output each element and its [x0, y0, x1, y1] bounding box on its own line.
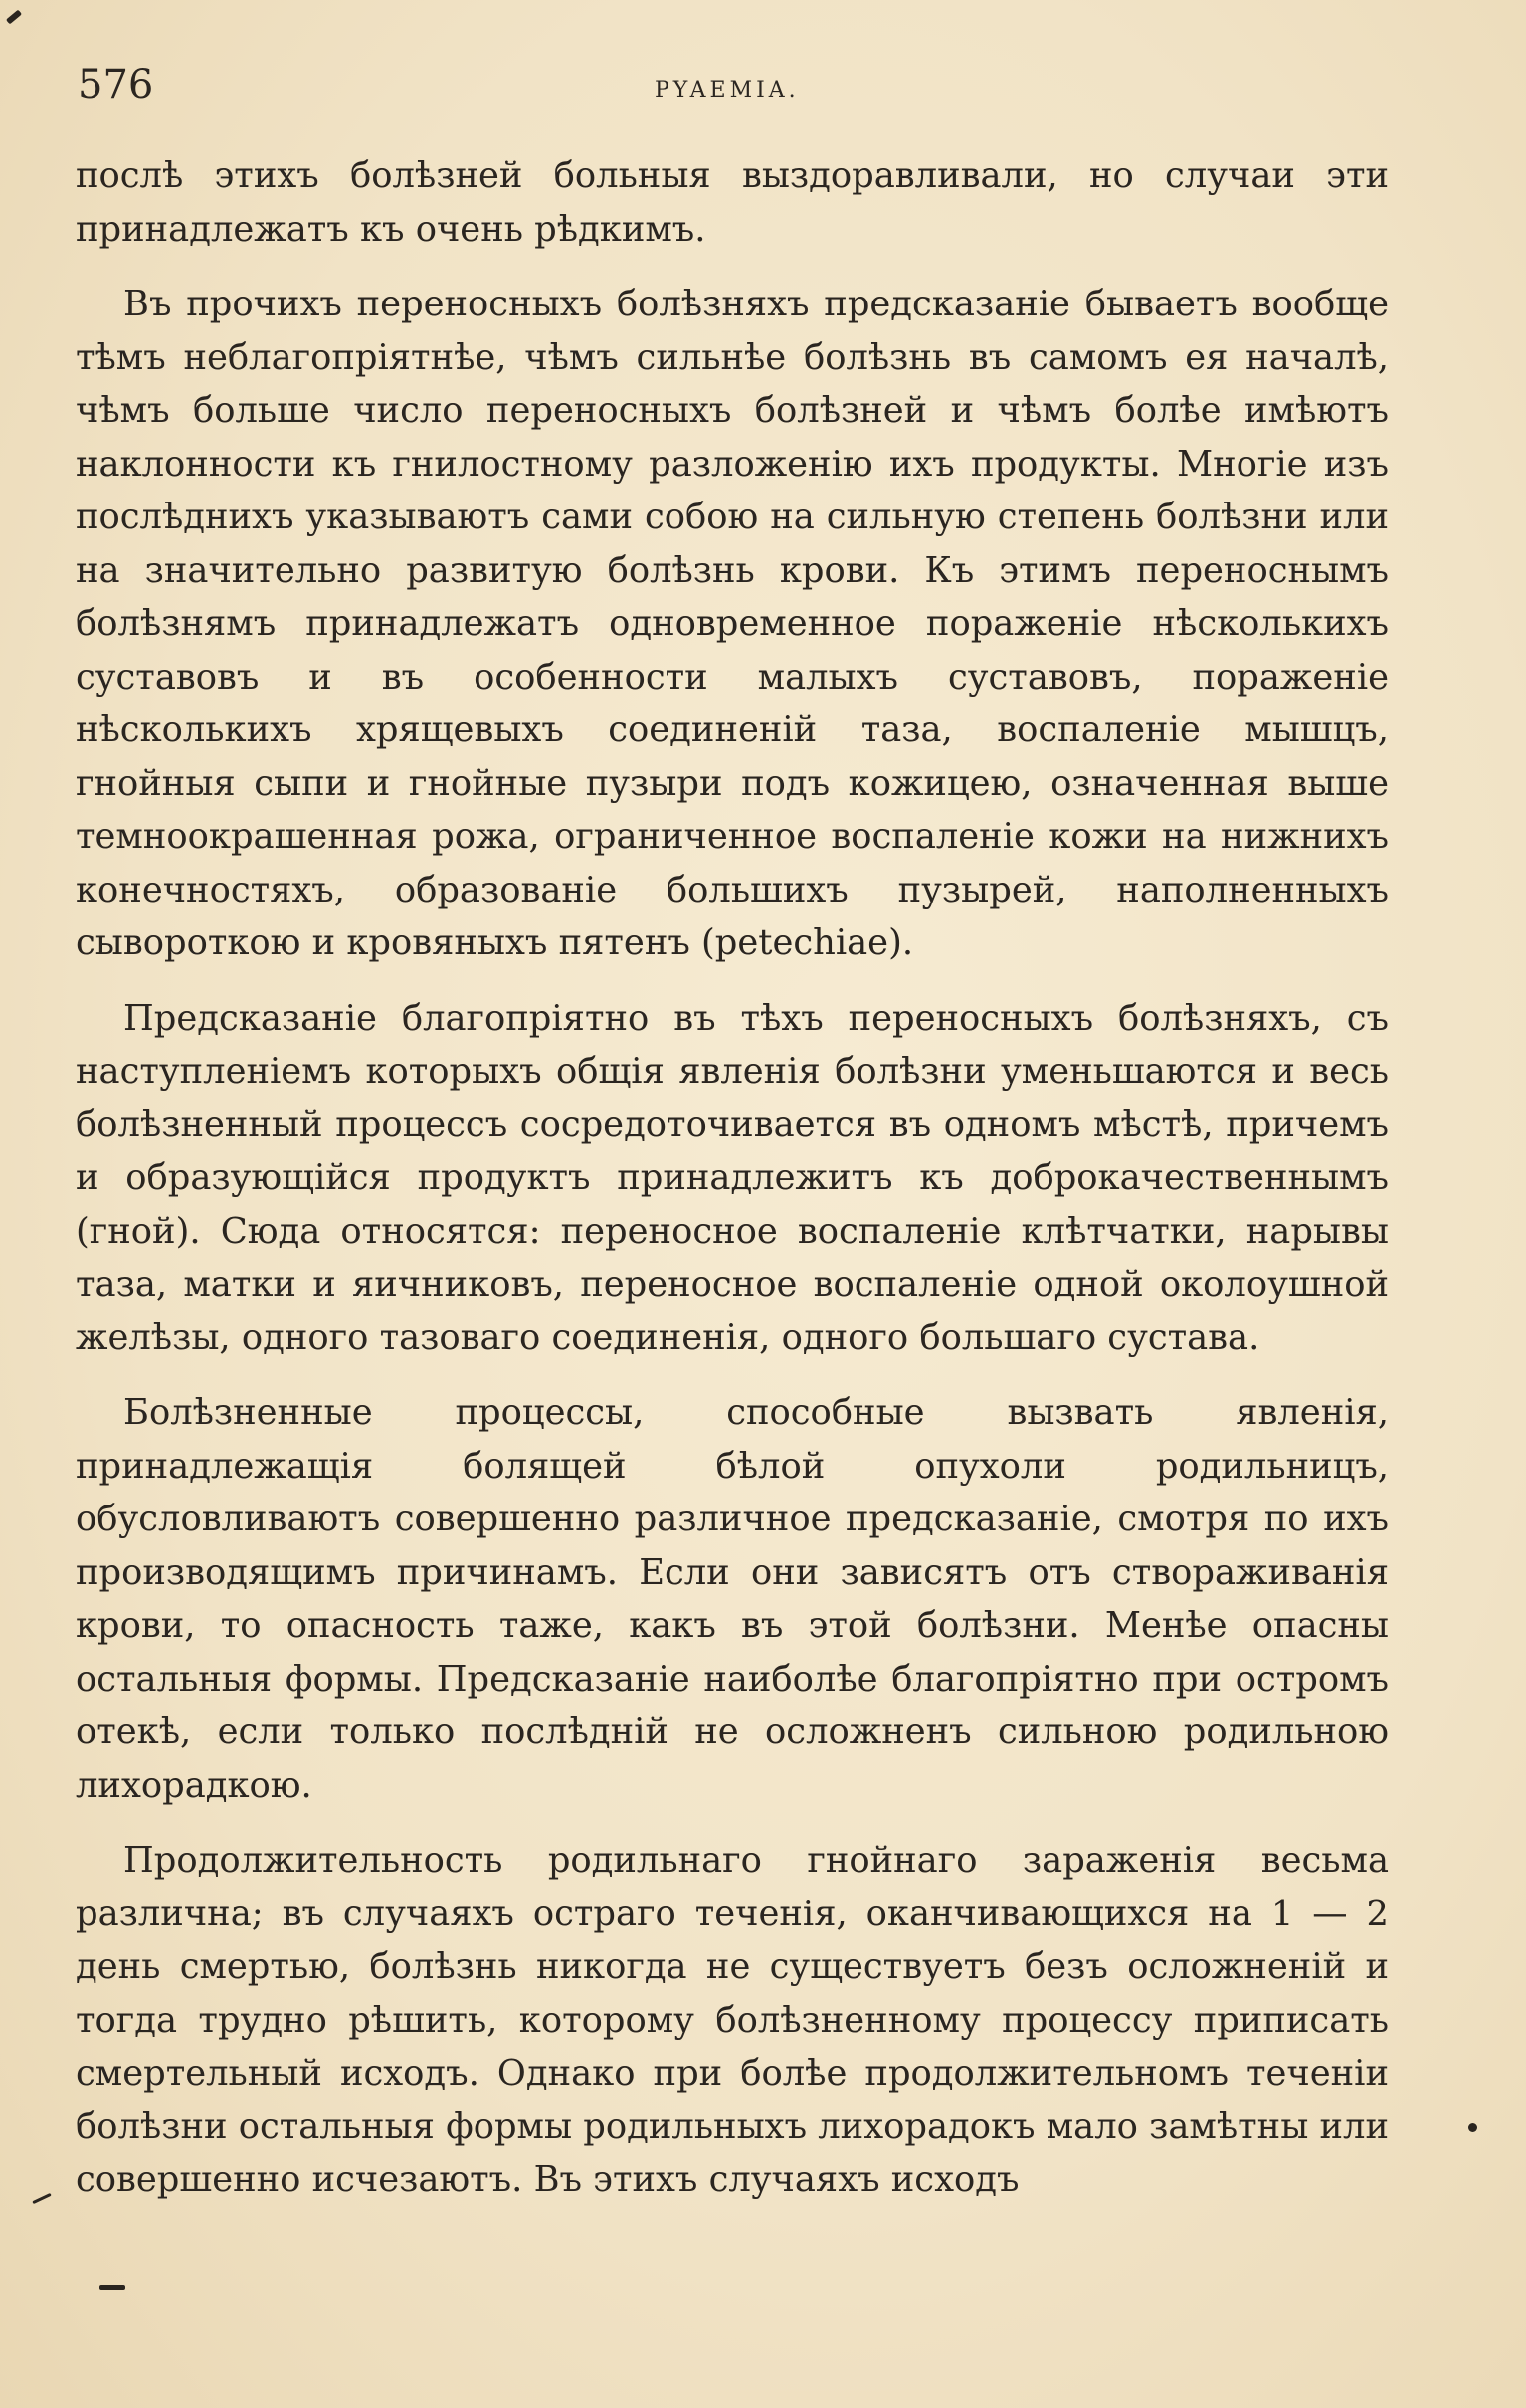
- paragraph: Продолжительность родильнаго гнойнаго зараженія весьма различна; въ случаяхъ остраго теченія, оканчивающихся на 1 — 2 день смертью, болѣзнь никогда не существуетъ безъ осложненій и тогда трудно рѣшить, которому болѣзненному процессу приписать смертельный исходъ. Однако при болѣе продолжительномъ теченіи болѣзни остальныя формы родильныхъ лихорадокъ мало замѣтны или совершенно исчезаютъ. Въ этихъ случаяхъ исходъ: [76, 1840, 1389, 2200]
- ink-mark-right-margin: [1468, 2123, 1477, 2132]
- running-head: PYAEMIA.: [655, 78, 800, 102]
- ink-mark-bottom-left: [99, 2285, 125, 2290]
- page-number: 576: [78, 62, 154, 107]
- paragraph: послѣ этихъ болѣзней больныя выздоравливали, но случаи эти принадлежатъ къ очень рѣдкимъ.: [76, 155, 1389, 250]
- page-header: [78, 62, 1401, 121]
- ink-mark-left-margin: [32, 2193, 51, 2204]
- paragraph: Въ прочихъ переносныхъ болѣзняхъ предсказаніе бываетъ вообще тѣмъ неблагопріятнѣе, чѣмъ сильнѣе болѣзнь въ самомъ ея началѣ, чѣмъ больше число переносныхъ болѣзней и чѣмъ болѣе имѣютъ наклонности къ гнилостному разложенію ихъ продукты. Многіе изъ послѣднихъ указываютъ сами собою на сильную степень болѣзни или на значительно развитую болѣзнь крови. Къ этимъ переноснымъ болѣзнямъ принадлежатъ одновременное поражeніе нѣсколькихъ суставовъ и въ особенности малыхъ суставовъ, пораженіе нѣсколькихъ хрящевыхъ соединеній таза, воспаленіе мышцъ, гнойныя сыпи и гнойные пузыри подъ кожицею, означенная выше темноокрашенная рожа, ограниченное воспаленіе кожи на нижнихъ конечностяхъ, образованіе большихъ пузырей, наполненныхъ сывороткою и кровяныхъ пятенъ (petechiae).: [76, 284, 1389, 963]
- paragraph: Предсказаніе благопріятно въ тѣхъ переносныхъ болѣзняхъ, съ наступленіемъ которыхъ общія явленія болѣзни уменьшаются и весь болѣзненный процессъ сосредоточивается въ одномъ мѣстѣ, причемъ и образующійся продуктъ принадлежитъ къ доброкачественнымъ (гной). Сюда относятся: переносное воспаленіе клѣтчатки, нарывы таза, матки и яичниковъ, переносное воспаленіе одной околоушной желѣзы, одного тазоваго соединенія, одного большаго сустава.: [76, 997, 1389, 1358]
- paragraph: Болѣзненные процессы, способные вызвать явленія, принадлежащія болящей бѣлой опухоли родильницъ, обусловливаютъ совершенно различное предсказаніе, смотря по ихъ производящимъ причинамъ. Если они зависятъ отъ створаживанія крови, то опасность таже, какъ въ этой болѣзни. Менѣе опасны остальныя формы. Предсказаніе наиболѣе благопріятно при остромъ отекѣ, если только послѣдній не осложненъ сильною родильною лихорадкою.: [76, 1392, 1389, 1806]
- body-text: [76, 149, 1389, 2229]
- ink-mark-top-left: [6, 10, 22, 25]
